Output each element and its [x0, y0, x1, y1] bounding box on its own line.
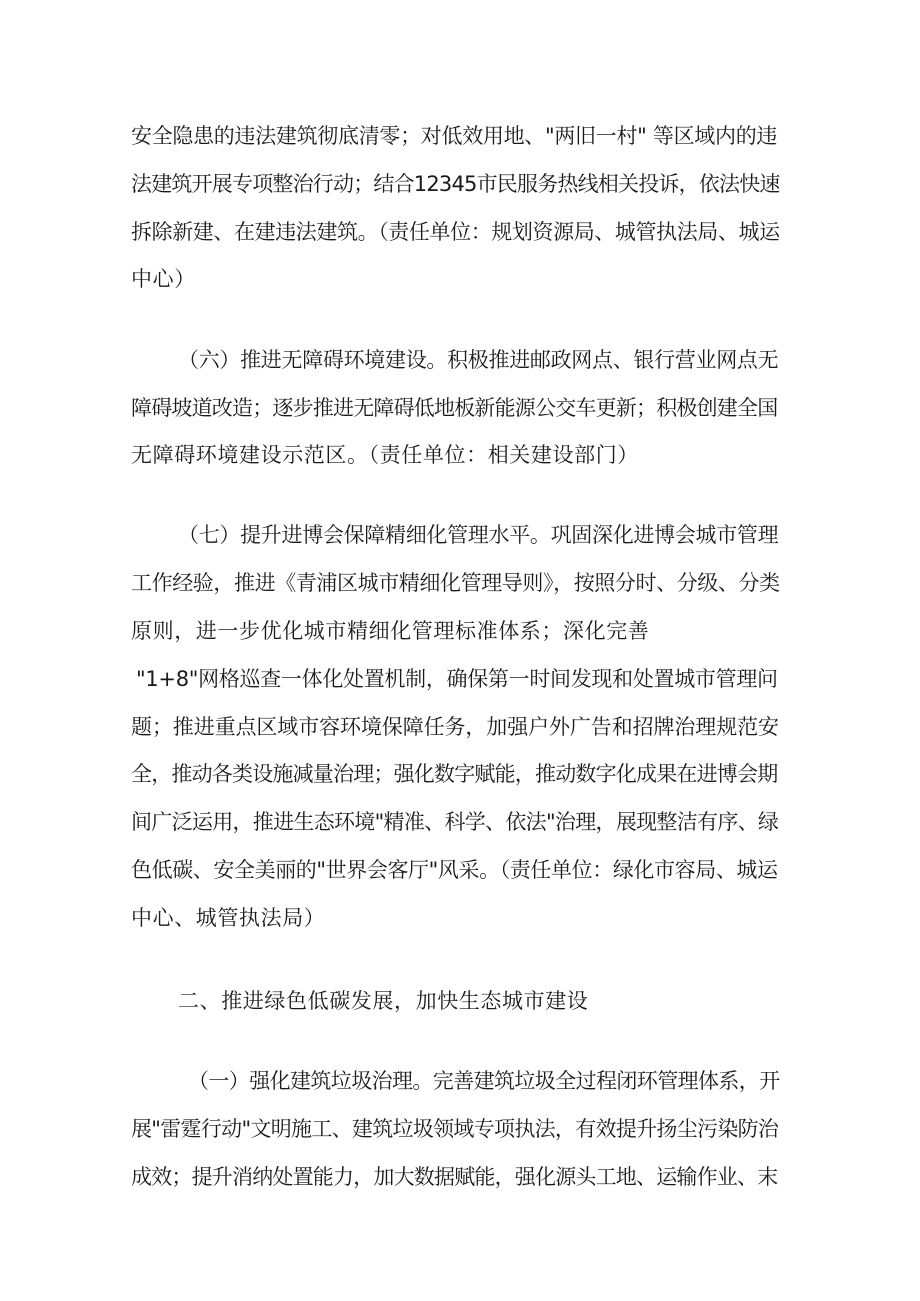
text-line: 原则，进一步优化城市精细化管理标准体系；深化完善	[131, 619, 650, 643]
text-line: 间广泛运用，推进生态环境"精准、科学、依法"治理，展现整洁有序、绿	[131, 810, 779, 834]
text-line: 题；推进重点区域市容环境保障任务，加强户外广告和招牌治理规范安	[131, 715, 779, 739]
text-line: （七）提升进博会保障精细化管理水平。巩固深化进博会城市管理	[178, 523, 779, 547]
text-line: 无障碍环境建设示范区。（责任单位：相关建设部门）	[131, 443, 639, 467]
text-line: 工作经验，推进《青浦区城市精细化管理导则》，按照分时、分级、分类	[131, 571, 780, 595]
text-line: （一）强化建筑垃圾治理。完善建筑垃圾全过程闭环管理体系，开	[188, 1069, 780, 1093]
text-line: 成效；提升消纳处置能力，加大数据赋能，强化源头工地、运输作业、末	[131, 1165, 778, 1189]
text-line: （六）推进无障碍环境建设。积极推进邮政网点、银行营业网点无	[178, 348, 779, 372]
text-line: 拆除新建、在建违法建筑。（责任单位：规划资源局、城管执法局、城运	[131, 220, 780, 244]
text-line: 障碍坡道改造；逐步推进无障碍低地板新能源公交车更新；积极创建全国	[131, 396, 778, 420]
text-line: 安全隐患的违法建筑彻底清零；对低效用地、"两旧一村" 等区域内的违	[131, 124, 778, 148]
text-line: 中心）	[131, 267, 196, 291]
text-line: 展"雷霆行动"文明施工、建筑垃圾领域专项执法，有效提升扬尘污染防治	[131, 1117, 779, 1141]
text-line: 全，推动各类设施减量治理；强化数字赋能，推动数字化成果在进博会期	[131, 762, 778, 786]
text-line: 中心、城管执法局）	[131, 906, 326, 930]
text-line: 法建筑开展专项整治行动；结合12345市民服务热线相关投诉，依法快速	[131, 172, 780, 196]
text-line: 色低碳、安全美丽的"世界会客厅"风采。（责任单位：绿化市容局、城运	[131, 858, 778, 882]
heading-text: 二、推进绿色低碳发展，加快生态城市建设	[178, 989, 589, 1013]
text-line: "1+8"网格巡查一体化处置机制，确保第一时间发现和处置城市管理问	[136, 667, 778, 691]
